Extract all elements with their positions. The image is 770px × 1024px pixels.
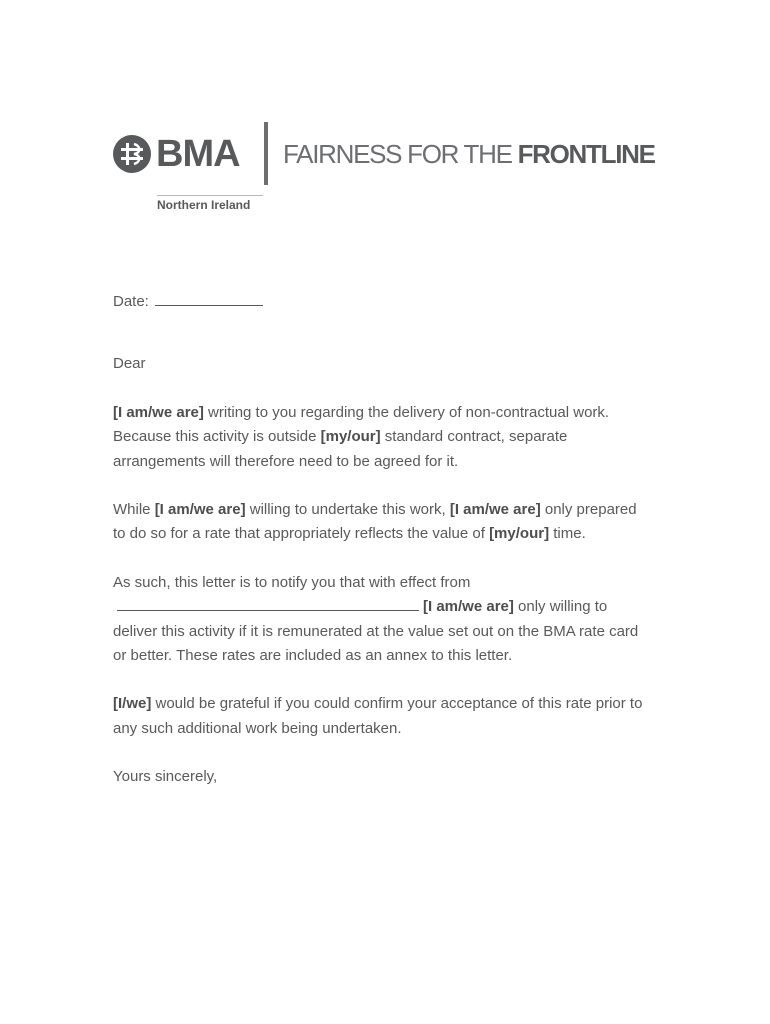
placeholder-bold: [my/our] bbox=[320, 428, 381, 446]
letter-body bbox=[113, 290, 653, 814]
paragraph-text: only prepared to do so for a rate that appropriately reflects the value of bbox=[113, 501, 637, 543]
placeholder-bold: [my/our] bbox=[489, 525, 550, 543]
paragraph-text: As such, this letter is to notify you that with effect from bbox=[113, 573, 471, 591]
bma-emblem-icon bbox=[112, 134, 152, 174]
date-label: Date: bbox=[113, 293, 149, 310]
paragraph-text: willing to undertake this work, bbox=[245, 501, 450, 519]
placeholder-bold: [I am/we are] bbox=[449, 501, 541, 519]
date-line bbox=[113, 290, 653, 314]
placeholder-bold: [I am/we are] bbox=[113, 403, 204, 421]
paragraph-4 bbox=[113, 692, 653, 741]
campaign-tagline bbox=[283, 137, 655, 171]
placeholder-bold: [I am/we are] bbox=[423, 598, 514, 616]
paragraph-2 bbox=[113, 498, 653, 547]
letterhead bbox=[112, 122, 672, 222]
region-label: Northern Ireland bbox=[157, 198, 251, 212]
paragraph-text: writing to you regarding the delivery of non-contractual work. Because this activity is outside bbox=[113, 403, 610, 446]
paragraph-text: time. bbox=[549, 525, 586, 543]
paragraph-text: would be grateful if you could confirm your acceptance of this rate prior to any such additional work being undertaken. bbox=[113, 695, 643, 737]
paragraph-text: standard contract, separate arrangements will therefore need to be agreed for it. bbox=[113, 428, 568, 470]
region-rule bbox=[157, 195, 263, 196]
paragraph-1 bbox=[113, 401, 653, 474]
paragraph-3 bbox=[113, 571, 653, 669]
paragraph-text: While bbox=[113, 501, 155, 519]
paragraph-text: only willing to deliver this activity if it is remunerated at the value set out on the BMA rate card or better. These rates are included as an annex to this letter. bbox=[113, 598, 639, 665]
salutation: Dear bbox=[113, 355, 146, 373]
tagline-light: FAIRNESS FOR THE bbox=[283, 139, 518, 169]
bma-logo-text: BMA bbox=[156, 133, 240, 175]
placeholder-bold: [I am/we are] bbox=[154, 501, 246, 519]
effective-date-blank-field[interactable] bbox=[117, 596, 419, 611]
tagline-bold: FRONTLINE bbox=[517, 139, 655, 169]
date-blank-field[interactable] bbox=[155, 291, 263, 306]
logo-divider bbox=[264, 122, 268, 185]
closing: Yours sincerely, bbox=[113, 768, 218, 786]
placeholder-bold: [I/we] bbox=[113, 695, 152, 713]
